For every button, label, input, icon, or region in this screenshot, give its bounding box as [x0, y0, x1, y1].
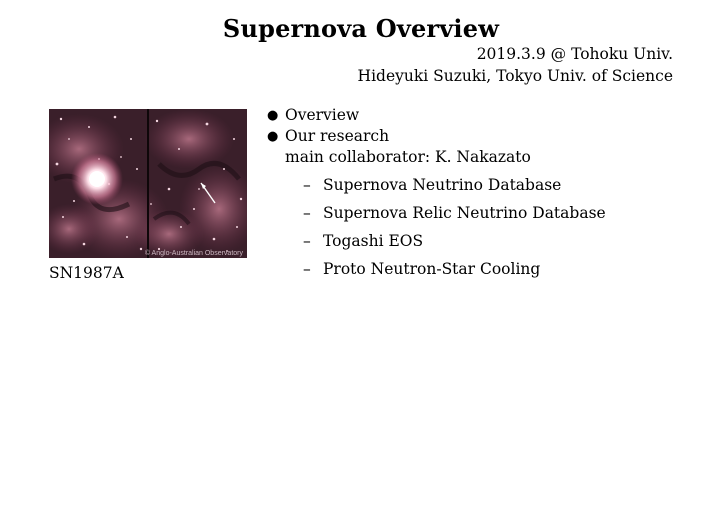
bullet-overview — [265, 105, 606, 126]
subitem-text: Supernova Relic Neutrino Database — [323, 204, 606, 222]
dash-icon: – — [303, 260, 311, 278]
photo-credit: © Anglo-Australian Observatory — [144, 250, 243, 257]
bullet-our-research — [265, 126, 606, 280]
dash-icon: – — [303, 176, 311, 194]
slide-content — [265, 105, 606, 286]
dash-icon: – — [303, 204, 311, 222]
author-line: Hideyuki Suzuki, Tokyo Univ. of Science — [357, 67, 673, 85]
date-venue: 2019.3.9 @ Tohoku Univ. — [476, 45, 673, 63]
bullet-list — [265, 105, 606, 280]
research-subitems — [285, 174, 606, 280]
subitem-text: Proto Neutron-Star Cooling — [323, 260, 541, 278]
bullet-text: Our research — [285, 127, 390, 145]
subitem-text: Supernova Neutrino Database — [323, 176, 562, 194]
subitem — [285, 174, 606, 196]
collaborator-note: main collaborator: K. Nakazato — [285, 148, 531, 166]
sn1987a-photo — [49, 109, 247, 258]
bullet-dot-icon: ● — [267, 129, 279, 144]
figure-caption: SN1987A — [49, 264, 124, 282]
subitem-text: Togashi EOS — [323, 232, 424, 250]
slide-title: Supernova Overview — [222, 14, 500, 43]
subitem — [285, 230, 606, 252]
bullet-dot-icon: ● — [267, 108, 279, 123]
dash-icon: – — [303, 232, 311, 250]
slide-meta — [358, 43, 673, 87]
subitem — [285, 258, 606, 280]
subitem — [285, 202, 606, 224]
bullet-text: Overview — [285, 106, 360, 124]
